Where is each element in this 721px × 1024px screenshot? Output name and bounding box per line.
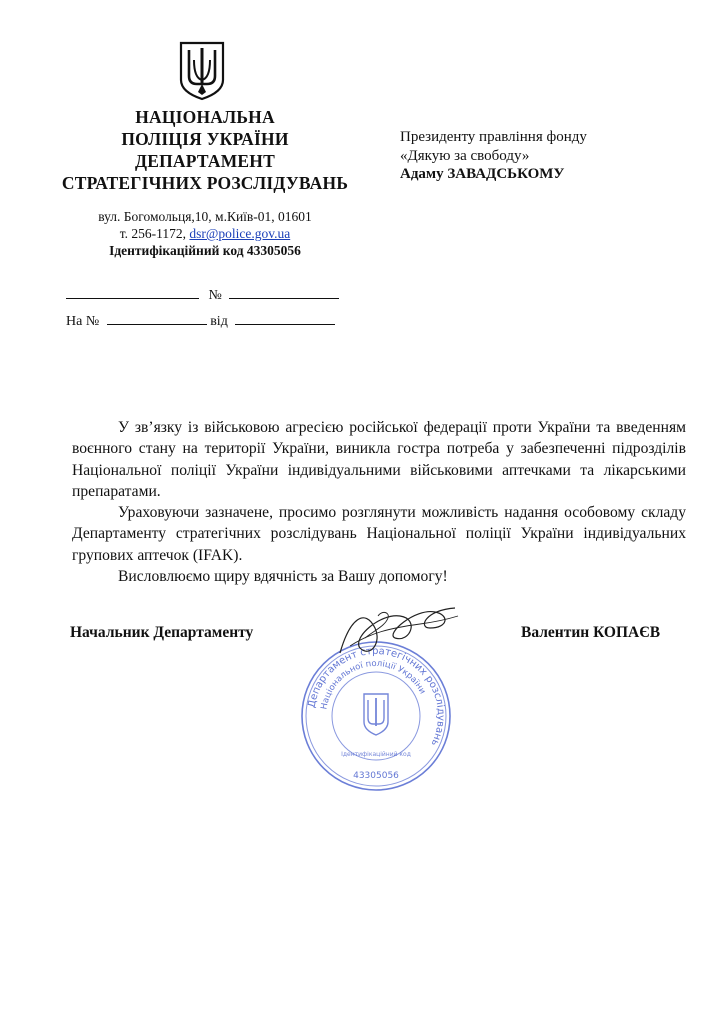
stamp-outer-text: Департамент стратегічних розслідувань (306, 645, 447, 748)
stamp-code-label: Ідентифікаційний код (341, 751, 411, 758)
handwritten-signature (330, 598, 460, 668)
body-paragraph-1: У зв’язку із військовою агресією російської федерації проти України та введенням воєнного стану на території України, виникла гостра потреба у забезпеченні підрозділів Національної поліції України індивідуальними військовими аптечками та лікарськими препаратами. (72, 419, 686, 500)
org-line-4: СТРАТЕГІЧНИХ РОЗСЛІДУВАНЬ (61, 173, 349, 193)
phone: т. 256-1172, (119, 226, 187, 241)
stamp-inner-text: Національної поліції України (319, 658, 428, 711)
organization-name (40, 106, 370, 194)
org-line-1: НАЦІОНАЛЬНА (135, 107, 275, 127)
reply-prefix: На № (66, 314, 100, 329)
id-code: Ідентифікаційний код 43305056 (109, 243, 301, 258)
org-line-3: ДЕПАРТАМЕНТ (135, 151, 275, 171)
signatory-name: Валентин КОПАЄВ (521, 624, 661, 641)
body-paragraph-2: Ураховуючи зазначене, просимо розглянути можливість надання особовому складу Департаменту стратегічних розслідувань Національної поліції України індивідуальних групових аптечок (IFAK). (72, 504, 686, 564)
org-line-2: ПОЛІЦІЯ УКРАЇНИ (121, 129, 289, 149)
email-link[interactable]: dsr@police.gov.ua (189, 226, 291, 241)
phone-email-line (40, 225, 370, 242)
number-blank (229, 286, 339, 299)
recipient-block (400, 128, 700, 184)
address: вул. Богомольця,10, м.Київ-01, 01601 (98, 209, 312, 224)
tryzub-icon (178, 40, 226, 102)
signatory-title: Начальник Департаменту (70, 624, 254, 641)
from-word: від (210, 314, 228, 329)
stamp-number: 43305056 (353, 771, 399, 781)
reply-number-line (66, 312, 335, 330)
stamp-tryzub-icon (364, 694, 388, 735)
reply-date-blank (235, 312, 335, 325)
contacts-block (40, 208, 370, 259)
body-paragraph-3: Висловлюємо щиру вдячність за Вашу допомогу! (118, 568, 448, 586)
recipient-position: Президенту правління фонду (400, 129, 587, 145)
recipient-fund: «Дякую за свободу» (400, 147, 530, 164)
reply-number-blank (107, 312, 207, 325)
date-blank (66, 286, 199, 299)
number-sign: № (208, 288, 222, 303)
outgoing-number-line (66, 286, 339, 304)
recipient-name: Адаму ЗАВАДСЬКОМУ (400, 166, 565, 182)
letter-body (72, 417, 686, 587)
